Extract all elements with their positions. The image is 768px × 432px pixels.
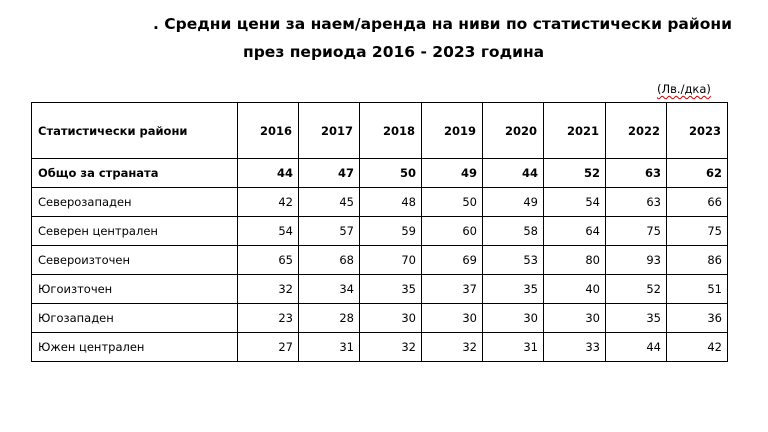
price-cell: 57 <box>299 217 360 246</box>
price-cell: 35 <box>483 275 544 304</box>
price-cell: 50 <box>360 159 422 188</box>
price-cell: 66 <box>667 188 728 217</box>
price-cell: 75 <box>667 217 728 246</box>
price-cell: 32 <box>422 333 483 362</box>
region-name-cell: Южен централен <box>32 333 238 362</box>
column-header-year: 2020 <box>483 103 544 159</box>
price-cell: 44 <box>483 159 544 188</box>
price-cell: 60 <box>422 217 483 246</box>
price-cell: 68 <box>299 246 360 275</box>
price-cell: 31 <box>299 333 360 362</box>
price-cell: 23 <box>238 304 299 333</box>
price-cell: 40 <box>544 275 606 304</box>
table-row-total <box>32 159 728 188</box>
price-cell: 28 <box>299 304 360 333</box>
price-cell: 59 <box>360 217 422 246</box>
table-header-row <box>32 103 728 159</box>
price-cell: 53 <box>483 246 544 275</box>
price-cell: 58 <box>483 217 544 246</box>
table-row <box>32 188 728 217</box>
price-cell: 54 <box>238 217 299 246</box>
price-cell: 52 <box>544 159 606 188</box>
price-cell: 30 <box>483 304 544 333</box>
price-cell: 34 <box>299 275 360 304</box>
table-row <box>32 333 728 362</box>
region-name-cell: Северозападен <box>32 188 238 217</box>
price-cell: 42 <box>667 333 728 362</box>
price-cell: 32 <box>238 275 299 304</box>
unit-text: (Лв./дка) <box>657 82 711 96</box>
region-name-cell: Северен централен <box>32 217 238 246</box>
price-cell: 75 <box>606 217 667 246</box>
price-cell: 70 <box>360 246 422 275</box>
region-name-cell: Североизточен <box>32 246 238 275</box>
price-cell: 36 <box>667 304 728 333</box>
prices-table <box>31 102 728 362</box>
column-header-year: 2021 <box>544 103 606 159</box>
price-cell: 80 <box>544 246 606 275</box>
price-cell: 37 <box>422 275 483 304</box>
price-cell: 35 <box>606 304 667 333</box>
price-cell: 93 <box>606 246 667 275</box>
price-cell: 45 <box>299 188 360 217</box>
price-cell: 35 <box>360 275 422 304</box>
region-name-cell: Югоизточен <box>32 275 238 304</box>
price-cell: 42 <box>238 188 299 217</box>
price-cell: 30 <box>544 304 606 333</box>
price-cell: 27 <box>238 333 299 362</box>
column-header-year: 2018 <box>360 103 422 159</box>
column-header-year: 2017 <box>299 103 360 159</box>
price-cell: 64 <box>544 217 606 246</box>
price-cell: 51 <box>667 275 728 304</box>
column-header-year: 2022 <box>606 103 667 159</box>
page-title: . Средни цени за наем/аренда на ниви по статистически райони <box>153 15 732 33</box>
table-row <box>32 246 728 275</box>
price-cell: 52 <box>606 275 667 304</box>
price-cell: 50 <box>422 188 483 217</box>
price-cell: 30 <box>422 304 483 333</box>
price-cell: 49 <box>483 188 544 217</box>
table-row <box>32 217 728 246</box>
price-cell: 63 <box>606 159 667 188</box>
region-name-cell: Югозападен <box>32 304 238 333</box>
price-cell: 69 <box>422 246 483 275</box>
column-header-region: Статистически райони <box>32 103 238 159</box>
price-cell: 44 <box>606 333 667 362</box>
price-cell: 49 <box>422 159 483 188</box>
table-row <box>32 275 728 304</box>
price-cell: 65 <box>238 246 299 275</box>
unit-label <box>657 82 711 96</box>
price-cell: 47 <box>299 159 360 188</box>
price-cell: 32 <box>360 333 422 362</box>
price-cell: 31 <box>483 333 544 362</box>
column-header-year: 2023 <box>667 103 728 159</box>
price-cell: 62 <box>667 159 728 188</box>
price-cell: 86 <box>667 246 728 275</box>
page-subtitle: през периода 2016 - 2023 година <box>243 43 545 61</box>
column-header-year: 2019 <box>422 103 483 159</box>
column-header-year: 2016 <box>238 103 299 159</box>
price-cell: 63 <box>606 188 667 217</box>
price-cell: 54 <box>544 188 606 217</box>
table-row <box>32 304 728 333</box>
price-cell: 30 <box>360 304 422 333</box>
region-name-cell: Общо за страната <box>32 159 238 188</box>
price-cell: 48 <box>360 188 422 217</box>
price-cell: 44 <box>238 159 299 188</box>
price-cell: 33 <box>544 333 606 362</box>
